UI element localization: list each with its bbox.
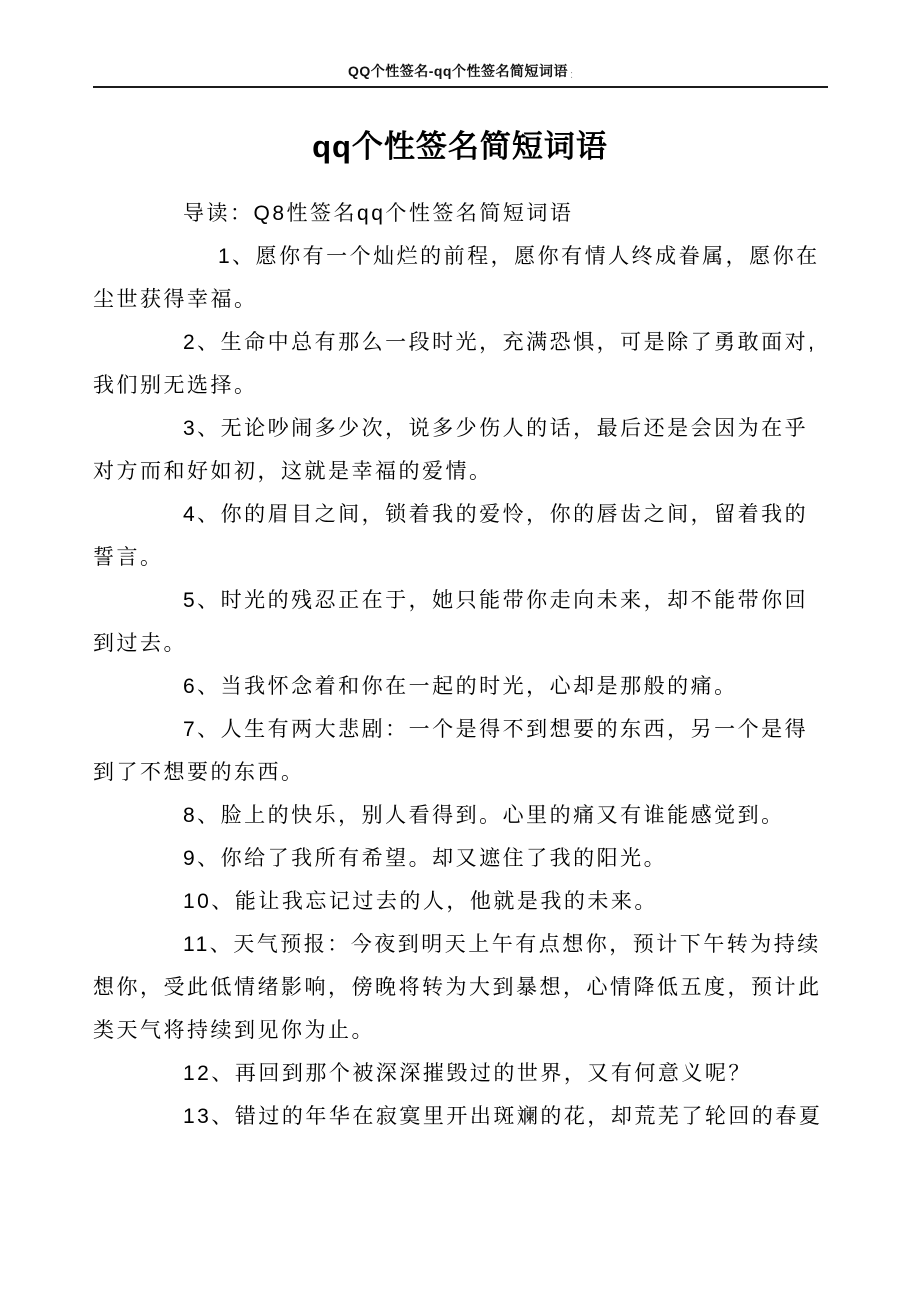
header-trailing-mark: : — [569, 69, 574, 81]
list-item-3: 3、无论吵闹多少次，说多少伤人的话，最后还是会因为在乎对方而和好如初，这就是幸福的爱情。 — [93, 417, 809, 483]
list-item-10: 10、能让我忘记过去的人，他就是我的未来。 — [183, 890, 658, 913]
page-header — [93, 52, 828, 88]
list-item-5: 5、时光的残忍正在于，她只能带你走向未来，却不能带你回到过去。 — [93, 589, 809, 655]
list-item-7: 7、人生有两大悲剧：一个是得不到想要的东西，另一个是得到了不想要的东西。 — [93, 718, 809, 784]
list-item-9: 9、你给了我所有希望。却又遮住了我的阳光。 — [183, 847, 668, 870]
list-item-13: 13、错过的年华在寂寞里开出斑斓的花，却荒芜了轮回的春夏 — [183, 1105, 823, 1128]
list-item-1: 1、愿你有一个灿烂的前程，愿你有情人终成眷属，愿你在尘世获得幸福。 — [93, 245, 820, 311]
list-item-8: 8、脸上的快乐，别人看得到。心里的痛又有谁能感觉到。 — [183, 804, 785, 827]
document-body — [93, 192, 828, 1138]
document-title: qq个性签名简短词语 — [312, 129, 608, 164]
list-item-6: 6、当我怀念着和你在一起的时光，心却是那般的痛。 — [183, 675, 738, 698]
list-item-2: 2、生命中总有那么一段时光，充满恐惧，可是除了勇敢面对,我们别无选择。 — [93, 331, 817, 397]
header-title: QQ个性签名-qq个性签名简短词语 — [347, 63, 568, 79]
list-item-12: 12、再回到那个被深深摧毁过的世界，又有何意义呢？ — [183, 1062, 752, 1085]
list-item-11: 11、天气预报：今夜到明天上午有点想你，预计下午转为持续想你，受此低情绪影响，傍晚将转为大到暴想，心情降低五度，预计此类天气将持续到见你为止。 — [93, 933, 822, 1042]
lead-paragraph: 导读：Q8性签名qq个性签名简短词语 — [183, 202, 574, 225]
list-item-4: 4、你的眉目之间，锁着我的爱怜，你的唇齿之间，留着我的誓言。 — [93, 503, 809, 569]
